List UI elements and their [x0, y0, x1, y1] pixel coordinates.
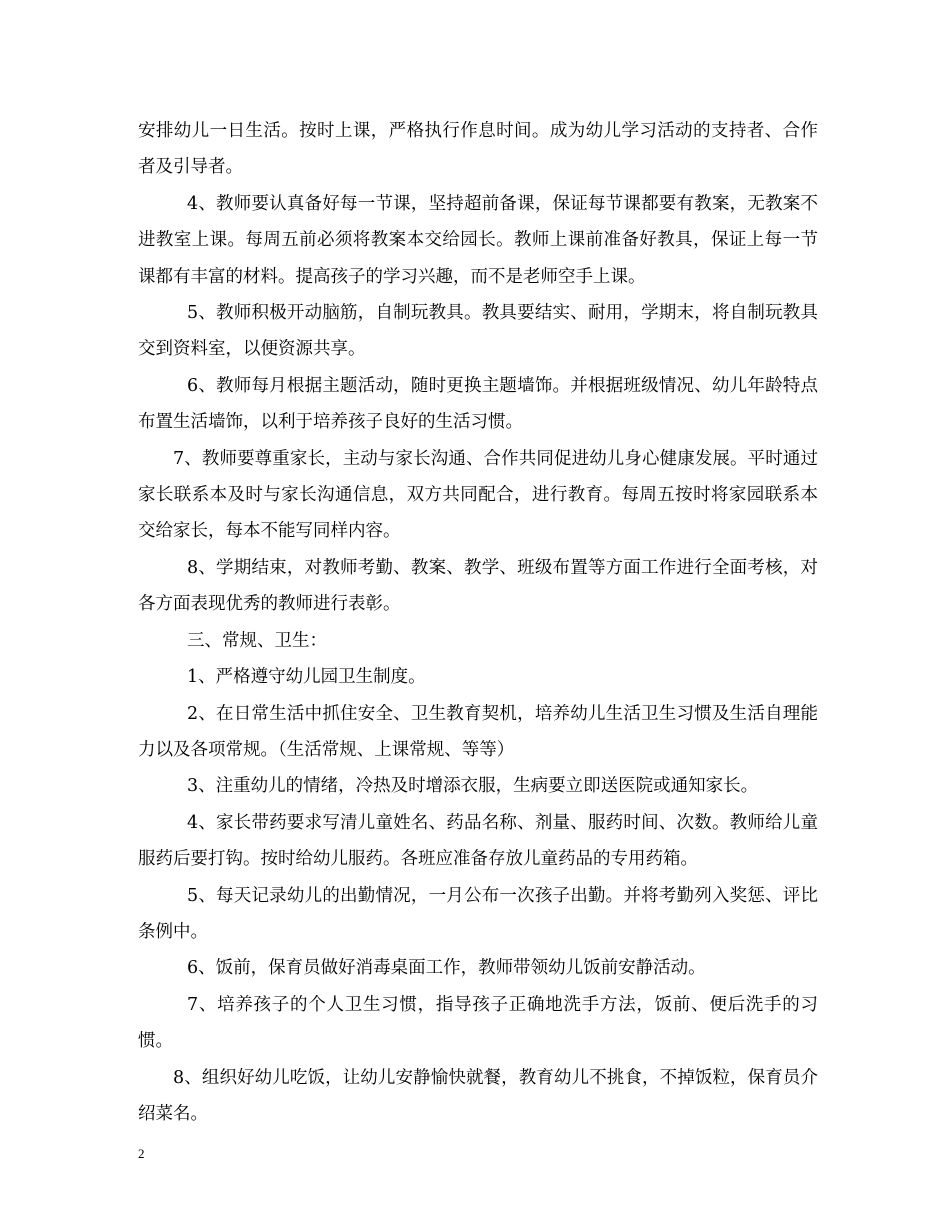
- paragraph-item-5-teaching-aids: 5、教师积极开动脑筋，自制玩教具。教具要结实、耐用，学期末，将自制玩教具交到资料室，以便资源共享。: [138, 303, 818, 360]
- paragraph-item-6-wall-decor: 6、教师每月根据主题活动，随时更换主题墙饰。并根据班级情况、幼儿年龄特点布置生活墙饰，以利于培养孩子良好的生活习惯。: [138, 375, 818, 433]
- paragraph-hygiene-item-8: 8、组织好幼儿吃饭，让幼儿安静愉快就餐，教育幼儿不挑食，不掉饭粒，保育员介绍菜名。: [138, 1067, 818, 1124]
- page-number: 2: [138, 1146, 145, 1161]
- paragraph-schedule-continuation: 安排幼儿一日生活。按时上课，严格执行作息时间。成为幼儿学习活动的支持者、合作者及引导者。: [138, 121, 818, 178]
- paragraph-item-4-lesson-prep: 4、教师要认真备好每一节课，坚持超前备课，保证每节课都要有教案，无教案不进教室上课。每周五前必须将教案本交给园长。教师上课前准备好教具，保证上每一节课都有丰富的材料。提高孩子的学习兴趣，而不是老师空手上课。: [138, 193, 818, 287]
- paragraph-hygiene-item-1: 1、严格遵守幼儿园卫生制度。: [187, 667, 426, 688]
- paragraph-item-7-parents: 7、教师要尊重家长，主动与家长沟通、合作共同促进幼儿身心健康发展。平时通过家长联系本及时与家长沟通信息，双方共同配合，进行教育。每周五按时将家园联系本交给家长，每本不能写同样内容。: [138, 448, 818, 542]
- paragraph-hygiene-item-5: 5、每天记录幼儿的出勤情况，一月公布一次孩子出勤。并将考勤列入奖惩、评比条例中。: [138, 885, 818, 942]
- paragraph-hygiene-item-4: 4、家长带药要求写清儿童姓名、药品名称、剂量、服药时间、次数。教师给儿童服药后要打钩。按时给幼儿服药。各班应准备存放儿童药品的专用药箱。: [138, 812, 818, 870]
- paragraph-hygiene-item-6: 6、饭前，保育员做好消毒桌面工作，教师带领幼儿饭前安静活动。: [187, 958, 706, 979]
- paragraph-hygiene-item-2: 2、在日常生活中抓住安全、卫生教育契机，培养幼儿生活卫生习惯及生活自理能力以及各项常规。（生活常规、上课常规、等等）: [138, 703, 818, 760]
- paragraph-hygiene-item-3: 3、注重幼儿的情绪，冷热及时增添衣服，生病要立即送医院或通知家长。: [187, 776, 759, 797]
- paragraph-item-8-assessment: 8、学期结束，对教师考勤、教案、教学、班级布置等方面工作进行全面考核，对各方面表现优秀的教师进行表彰。: [138, 557, 818, 615]
- paragraph-hygiene-item-7: 7、培养孩子的个人卫生习惯，指导孩子正确地洗手方法，饭前、便后洗手的习惯。: [138, 994, 818, 1052]
- document-body: [138, 113, 818, 1132]
- section-heading-routine-hygiene: 三、常规、卫生：: [187, 630, 327, 651]
